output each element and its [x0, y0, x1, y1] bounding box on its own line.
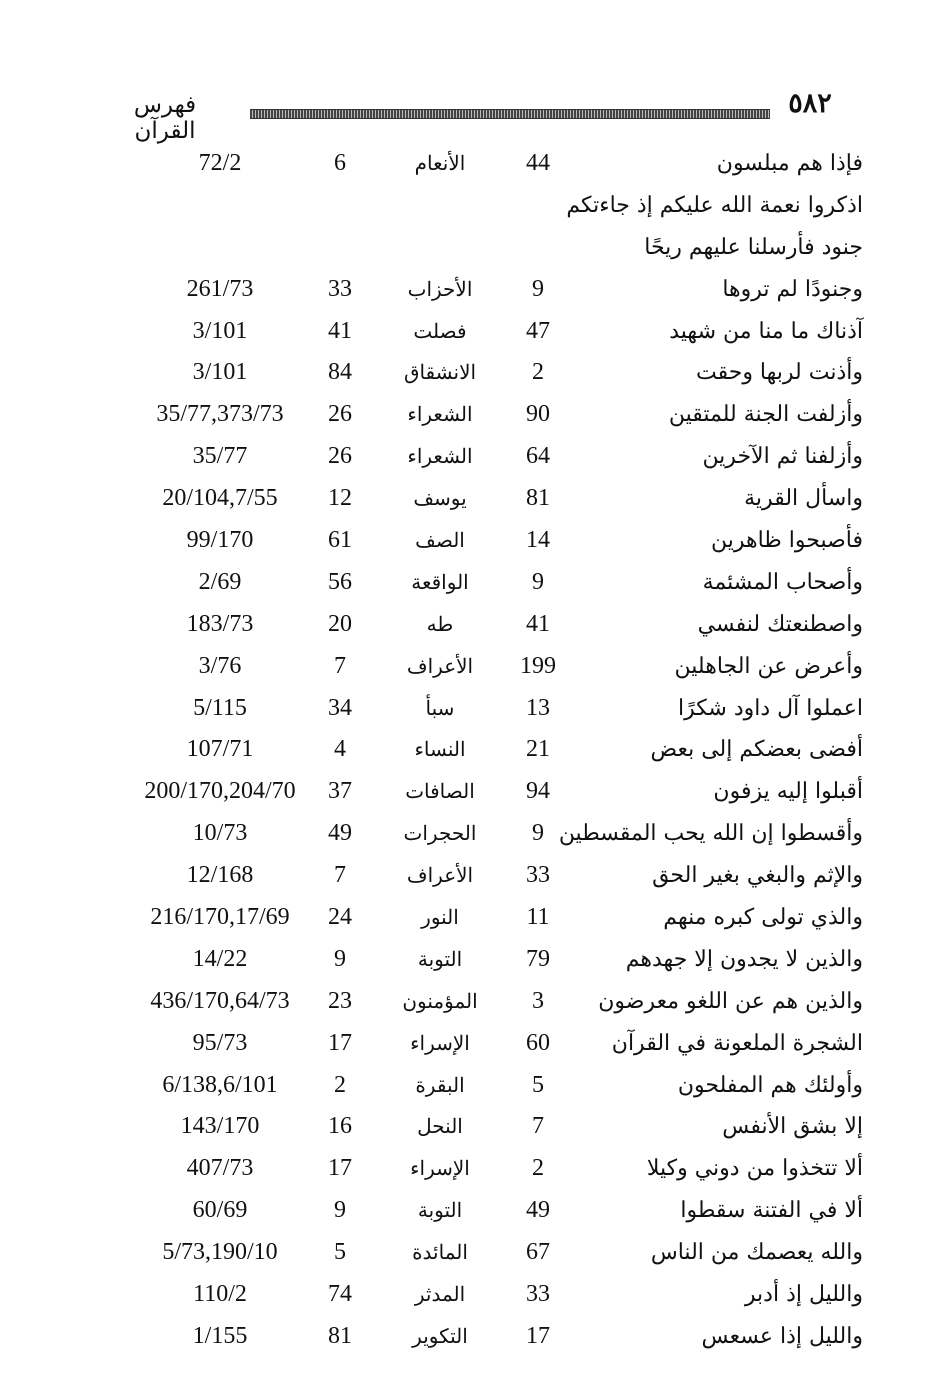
surah-name: المؤمنون: [402, 988, 478, 1013]
page-reference: 200/170,204/70: [144, 778, 296, 805]
verse-text: والإثم والبغي بغير الحق: [652, 863, 863, 889]
surah-name: الأعراف: [406, 863, 474, 888]
verse-number: 41: [526, 610, 550, 637]
index-row: [0, 897, 945, 939]
surah-number: 26: [328, 401, 352, 428]
surah-name: النور: [421, 905, 459, 930]
surah-number: 9: [334, 945, 346, 972]
verse-number: 9: [532, 820, 544, 847]
surah-name: الحجرات: [403, 821, 477, 846]
index-row: [0, 478, 945, 520]
surah-number: 74: [328, 1281, 352, 1308]
verse-number: 9: [532, 275, 544, 302]
page-reference: 1/155: [192, 1322, 248, 1349]
verse-text: فإذا هم مبلسون: [716, 151, 863, 176]
page-reference: 99/170: [186, 527, 254, 554]
surah-name: التوبة: [417, 946, 463, 971]
index-row: [0, 227, 945, 269]
verse-text: وأزلفنا ثم الآخرين: [702, 444, 863, 470]
page-reference: 183/73: [186, 610, 254, 637]
verse-text: اعملوا آل داود شكرًا: [678, 695, 863, 721]
verse-text: والذي تولى كبره منهم: [663, 905, 863, 931]
verse-text: إلا بشق الأنفس: [722, 1114, 863, 1140]
verse-text: أقبلوا إليه يزفون: [713, 779, 863, 805]
verse-number: 17: [526, 1322, 550, 1349]
page-reference: 10/73: [192, 820, 248, 847]
verse-text: وأقسطوا إن الله يحب المقسطين: [558, 821, 863, 847]
surah-name: [380, 227, 500, 269]
index-row: [0, 771, 945, 813]
page-reference: 2/69: [198, 568, 242, 595]
index-row: [0, 688, 945, 730]
surah-name: الشعراء: [407, 444, 473, 469]
page-reference: 20/104,7/55: [162, 485, 278, 512]
verse-text: والذين لا يجدون إلا جهدهم: [625, 946, 863, 972]
surah-name: الإسراء: [410, 1030, 470, 1055]
surah-name: الإسراء: [410, 1156, 470, 1181]
surah-name: الصف: [415, 528, 465, 553]
index-row: [0, 813, 945, 855]
surah-number: 5: [334, 1239, 346, 1266]
verse-text: اذكروا نعمة الله عليكم إذ جاءتكم: [566, 192, 863, 218]
verse-number: 14: [526, 527, 550, 554]
verse-text: فأصبحوا ظاهرين: [710, 528, 863, 554]
verse-text: والليل إذا عسعس: [701, 1323, 863, 1349]
surah-name: يوسف: [413, 486, 467, 511]
verse-text: واصطنعتك لنفسي: [697, 611, 863, 637]
page-reference: 3/101: [192, 359, 248, 386]
verse-number: 44: [526, 150, 550, 176]
index-table: [0, 143, 945, 1358]
surah-number: 17: [328, 1155, 352, 1182]
surah-number: 34: [328, 694, 352, 721]
index-row: [0, 855, 945, 897]
verse-text: وأعرض عن الجاهلين: [674, 653, 863, 679]
page-reference: 3/76: [198, 652, 242, 679]
index-row: [0, 436, 945, 478]
page-reference: 14/22: [192, 945, 248, 972]
surah-number: 2: [334, 1071, 346, 1098]
page-reference: 216/170,17/69: [150, 904, 290, 931]
surah-number: 7: [334, 862, 346, 889]
page-reference: 436/170,64/73: [150, 987, 290, 1014]
page-reference: 12/168: [186, 862, 254, 889]
surah-name: الشعراء: [407, 402, 473, 427]
verse-number: [498, 227, 578, 269]
surah-number: 20: [328, 610, 352, 637]
verse-number: 2: [532, 1155, 544, 1182]
index-row: [0, 1232, 945, 1274]
page-header: [0, 88, 945, 144]
verse-number: 60: [526, 1029, 550, 1056]
index-row: [0, 1316, 945, 1358]
surah-number: 81: [328, 1322, 352, 1349]
index-row: [0, 1106, 945, 1148]
verse-number: 33: [526, 862, 550, 889]
index-row: [0, 520, 945, 562]
surah-number: 84: [328, 359, 352, 386]
index-row: [0, 1148, 945, 1190]
surah-name: الأعراف: [406, 653, 474, 678]
verse-number: 9: [532, 568, 544, 595]
surah-name: الأنعام: [414, 151, 466, 175]
surah-name: الصافات: [405, 779, 475, 804]
verse-text: والله يعصمك من الناس: [650, 1240, 863, 1266]
verse-text: وأصحاب المشئمة: [702, 569, 863, 595]
verse-text: وجنودًا لم تروها: [722, 276, 863, 302]
surah-name: البقرة: [415, 1072, 465, 1097]
page-reference: 60/69: [192, 1197, 248, 1224]
verse-number: 11: [526, 904, 550, 931]
verse-text: والليل إذ أدبر: [744, 1282, 863, 1308]
index-row: [0, 143, 945, 185]
verse-number: 79: [526, 945, 550, 972]
page-reference: 107/71: [186, 736, 254, 763]
page-reference: 95/73: [192, 1029, 248, 1056]
index-row: [0, 646, 945, 688]
surah-name: سبأ: [425, 695, 455, 720]
surah-number: 6: [334, 150, 346, 176]
surah-name: النساء: [414, 737, 466, 762]
page-title: فهرس القرآن: [133, 92, 197, 144]
verse-text: وأزلفت الجنة للمتقين: [668, 402, 863, 428]
index-row: [0, 352, 945, 394]
page-reference: [110, 227, 330, 269]
surah-number: 56: [328, 568, 352, 595]
verse-text: وأذنت لربها وحقت: [695, 360, 863, 386]
verse-number: 2: [532, 359, 544, 386]
surah-name: الأحزاب: [407, 276, 473, 301]
index-row: [0, 939, 945, 981]
surah-number: 4: [334, 736, 346, 763]
surah-number: 49: [328, 820, 352, 847]
surah-name: المائدة: [412, 1240, 468, 1265]
surah-name: طه: [426, 611, 454, 636]
verse-number: 49: [526, 1197, 550, 1224]
verse-number: 81: [526, 485, 550, 512]
surah-number: 61: [328, 527, 352, 554]
verse-number: 13: [526, 694, 550, 721]
page-reference: 5/73,190/10: [162, 1239, 278, 1266]
index-row: [0, 562, 945, 604]
verse-number: 21: [526, 736, 550, 763]
surah-number: 23: [328, 987, 352, 1014]
surah-name: الواقعة: [411, 569, 469, 594]
verse-text: ألا تتخذوا من دوني وكيلا: [646, 1156, 863, 1182]
page-reference: 72/2: [198, 150, 242, 176]
verse-number: 94: [526, 778, 550, 805]
verse-text: جنود فأرسلنا عليهم ريحًا: [644, 234, 863, 260]
verse-text: الشجرة الملعونة في القرآن: [611, 1030, 863, 1056]
index-row: [0, 1274, 945, 1316]
page-reference: 5/115: [193, 694, 247, 721]
verse-number: 5: [532, 1071, 544, 1098]
surah-number: 41: [328, 317, 352, 344]
surah-name: التكوير: [412, 1323, 468, 1348]
surah-number: 24: [328, 904, 352, 931]
verse-number: 199: [520, 652, 556, 679]
surah-number: 16: [328, 1113, 352, 1140]
index-row: [0, 729, 945, 771]
verse-text: والذين هم عن اللغو معرضون: [598, 988, 863, 1014]
index-row: [0, 311, 945, 353]
page-reference: 6/138,6/101: [162, 1071, 278, 1098]
verse-text: آذناك ما منا من شهيد: [669, 318, 863, 344]
surah-number: 26: [328, 443, 352, 470]
surah-number: 7: [334, 652, 346, 679]
index-row: [0, 981, 945, 1023]
verse-text: ألا في الفتنة سقطوا: [680, 1198, 863, 1224]
surah-number: 12: [328, 485, 352, 512]
page-reference: 143/170: [180, 1113, 260, 1140]
page-reference: 35/77,373/73: [156, 401, 284, 428]
verse-number: 67: [526, 1239, 550, 1266]
verse-number: 7: [532, 1113, 544, 1140]
verse-text: أفضى بعضكم إلى بعض: [650, 737, 863, 763]
page-reference: 35/77: [192, 443, 248, 470]
page-reference: 261/73: [186, 275, 254, 302]
verse-number: 33: [526, 1281, 550, 1308]
page-number: ٥٨٢: [788, 88, 832, 119]
surah-name: المدثر: [414, 1282, 466, 1307]
index-row: [0, 185, 945, 227]
surah-name: [380, 185, 500, 227]
verse-number: [498, 185, 578, 227]
index-row: [0, 394, 945, 436]
surah-name: فصلت: [413, 318, 467, 343]
verse-number: 64: [526, 443, 550, 470]
surah-name: النحل: [417, 1114, 463, 1139]
verse-number: 3: [532, 987, 544, 1014]
index-row: [0, 1065, 945, 1107]
verse-text: واسأل القرية: [744, 486, 863, 512]
header-rule: [250, 109, 770, 119]
surah-number: 33: [328, 275, 352, 302]
page-reference: 407/73: [186, 1155, 254, 1182]
index-row: [0, 269, 945, 311]
surah-number: 17: [328, 1029, 352, 1056]
page-reference: 3/101: [192, 317, 248, 344]
surah-name: التوبة: [417, 1198, 463, 1223]
index-row: [0, 1023, 945, 1065]
surah-number: 37: [328, 778, 352, 805]
page-reference: [110, 185, 330, 227]
verse-text: وأولئك هم المفلحون: [677, 1072, 863, 1098]
index-row: [0, 604, 945, 646]
surah-name: الانشقاق: [403, 360, 477, 385]
verse-number: 90: [526, 401, 550, 428]
surah-number: 9: [334, 1197, 346, 1224]
page-reference: 110/2: [193, 1281, 247, 1308]
verse-number: 47: [526, 317, 550, 344]
index-row: [0, 1190, 945, 1232]
